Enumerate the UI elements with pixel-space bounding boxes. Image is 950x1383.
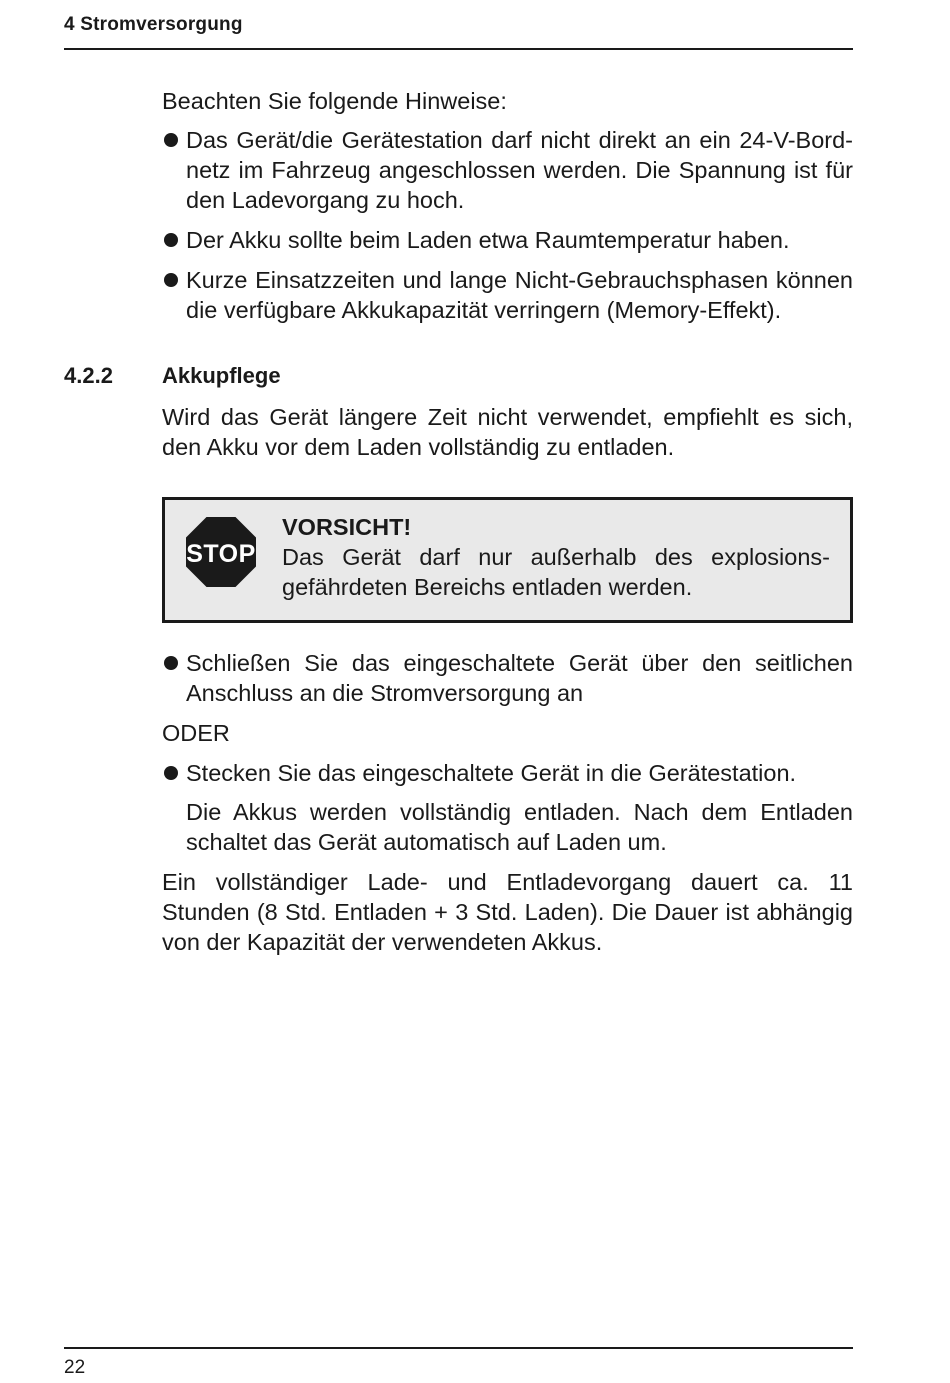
closing-paragraph: Ein vollständiger Lade- und Entladevorgang dauert ca. 11 Stunden (8 Std. Entladen + 3 Std. Laden). Die Dauer ist abhängig von der Kapazität der verwendeten Akkus. — [162, 869, 853, 955]
section-title: Akkupflege — [162, 363, 281, 388]
list-item — [162, 125, 853, 215]
list-item-text: Kurze Einsatzzeiten und lange Nicht-Gebrauchsphasen können die verfügbare Akkukapazität verringern (Memory-Effekt). — [186, 267, 853, 323]
chapter-title: 4 Stromversorgung — [64, 14, 243, 35]
list-item-text: Der Akku sollte beim Laden etwa Raumtemperatur haben. — [186, 227, 790, 253]
list-item-text: Das Gerät/die Gerätestation darf nicht direkt an ein 24-V-Bord-netz im Fahrzeug angeschlossen werden. Die Spannung ist für den Ladevorgang zu hoch. — [186, 127, 853, 213]
or-label: ODER — [162, 720, 230, 746]
bullet-dot-icon — [164, 656, 178, 670]
bullet-dot-icon — [164, 766, 178, 780]
list-item — [162, 758, 853, 788]
section-number: 4.2.2 — [64, 363, 113, 388]
caution-title: VORSICHT! — [282, 514, 412, 540]
stop-sign-label: STOP — [186, 540, 256, 568]
stop-sign-icon — [186, 517, 256, 587]
section-paragraph: Wird das Gerät längere Zeit nicht verwendet, empfiehlt es sich, den Akku vor dem Laden vollständig zu entladen. — [162, 404, 853, 460]
list-item — [162, 265, 853, 325]
header-divider — [64, 48, 853, 50]
bullet-dot-icon — [164, 233, 178, 247]
list-item — [162, 648, 853, 708]
bullet-dot-icon — [164, 273, 178, 287]
caution-box — [162, 497, 853, 623]
bullet-dot-icon — [164, 133, 178, 147]
page-number: 22 — [64, 1357, 86, 1378]
hints-heading: Beachten Sie folgende Hinweise: — [162, 88, 507, 114]
caution-text: Das Gerät darf nur außerhalb des explosions-gefährdeten Bereichs entladen werden. — [282, 544, 830, 600]
footer-divider — [64, 1347, 853, 1349]
list-item-text: Schließen Sie das eingeschaltete Gerät über den seitlichen Anschluss an die Stromversorgung an — [186, 650, 853, 706]
list-item-text: Stecken Sie das eingeschaltete Gerät in die Gerätestation. — [186, 760, 797, 786]
step-note: Die Akkus werden vollständig entladen. Nach dem Entladen schaltet das Gerät automatisch auf Laden um. — [186, 799, 853, 855]
list-item — [162, 225, 853, 255]
